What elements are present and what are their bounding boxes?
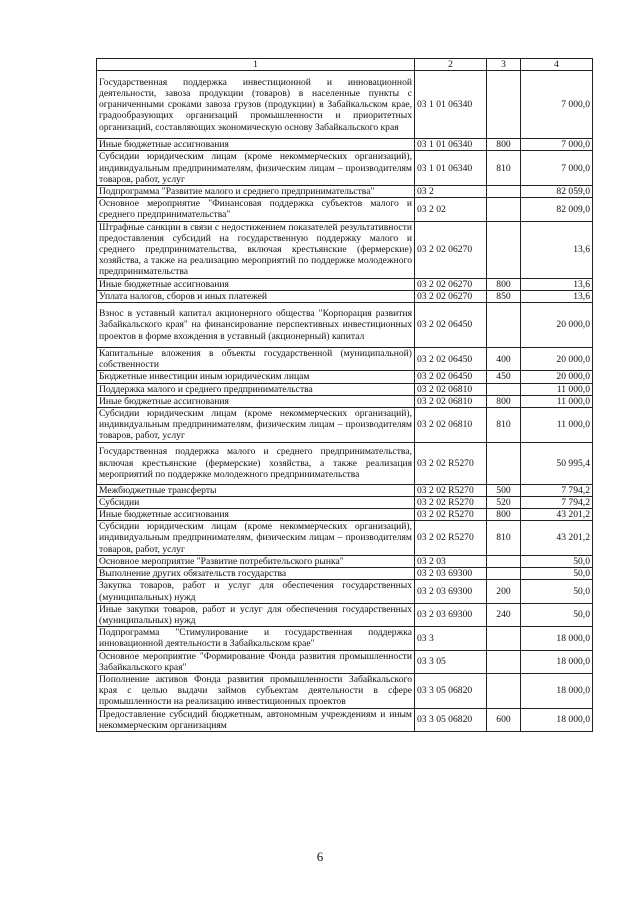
- row-code: 03 2 02 06810: [415, 383, 487, 395]
- table-row: [97, 408, 593, 443]
- row-code: 03 2 02 06450: [415, 348, 487, 371]
- header-col-4: 4: [521, 59, 593, 71]
- row-amount: 50,0: [521, 580, 593, 603]
- row-code: 03 2 02 06810: [415, 408, 487, 443]
- table-row: [97, 509, 593, 521]
- row-amount: 13,6: [521, 290, 593, 302]
- row-expense-type: [487, 383, 521, 395]
- budget-table: [96, 58, 593, 732]
- row-code: 03 2 03 69300: [415, 603, 487, 626]
- row-expense-type: 800: [487, 139, 521, 151]
- table-row: [97, 303, 593, 348]
- row-name: Штрафные санкции в связи с недостижением показателей результативности предоставления субсидий на государственную поддержку малого и среднего предпринимательства, включая крестьянские (фермерские) хозяйства, а также на реализацию мероприятий по поддержке молодежного предпринимательства: [97, 221, 415, 278]
- row-amount: 50,0: [521, 555, 593, 567]
- row-code: 03 2 02 R5270: [415, 442, 487, 484]
- row-expense-type: 810: [487, 151, 521, 186]
- row-name: Уплата налогов, сборов и иных платежей: [97, 290, 415, 302]
- row-name: Основное мероприятие "Формирование Фонда развития промышленности Забайкальского края": [97, 650, 415, 673]
- table-row: [97, 673, 593, 708]
- row-code: 03 3: [415, 627, 487, 650]
- row-expense-type: [487, 555, 521, 567]
- table-row: [97, 395, 593, 407]
- table-row: [97, 186, 593, 198]
- row-name: Подпрограмма "Стимулирование и государственная поддержка инновационной деятельности в Забайкальском крае": [97, 627, 415, 650]
- table-row: [97, 348, 593, 371]
- row-code: 03 3 05 06820: [415, 708, 487, 731]
- row-amount: 7 000,0: [521, 151, 593, 186]
- row-expense-type: [487, 71, 521, 139]
- table-row: [97, 139, 593, 151]
- table-row: [97, 383, 593, 395]
- row-name: Взнос в уставный капитал акционерного общества "Корпорация развития Забайкальского края" на финансирование перспективных инвестиционных проектов в форме вхождения в уставный (акционерный) капитал: [97, 303, 415, 348]
- row-expense-type: [487, 650, 521, 673]
- row-expense-type: [487, 627, 521, 650]
- row-expense-type: 800: [487, 278, 521, 290]
- row-name: Субсидии юридическим лицам (кроме некоммерческих организаций), индивидуальным предпринимателям, физическим лицам – производителям товаров, работ, услуг: [97, 521, 415, 556]
- header-col-1: 1: [97, 59, 415, 71]
- row-code: 03 3 05 06820: [415, 673, 487, 708]
- row-code: 03 2 02 06270: [415, 278, 487, 290]
- row-code: 03 1 01 06340: [415, 71, 487, 139]
- row-amount: 50 995,4: [521, 442, 593, 484]
- row-expense-type: 500: [487, 484, 521, 496]
- row-amount: 43 201,2: [521, 521, 593, 556]
- row-name: Капитальные вложения в объекты государственной (муниципальной) собственности: [97, 348, 415, 371]
- row-expense-type: 800: [487, 395, 521, 407]
- header-col-2: 2: [415, 59, 487, 71]
- row-name: Закупка товаров, работ и услуг для обеспечения государственных (муниципальных) нужд: [97, 580, 415, 603]
- row-name: Поддержка малого и среднего предпринимательства: [97, 383, 415, 395]
- row-code: 03 2 02 06270: [415, 221, 487, 278]
- row-code: 03 2 02 R5270: [415, 496, 487, 508]
- row-name: Иные бюджетные ассигнования: [97, 139, 415, 151]
- row-amount: 50,0: [521, 603, 593, 626]
- table-row: [97, 580, 593, 603]
- row-name: Государственная поддержка инвестиционной и инновационной деятельности, завоза продукции (товаров) в населенные пункты с ограниченными сроками завоза грузов (продукции) в Забайкальском крае, градообразующих организаций промышленности и приоритетных организаций, составляющих экономическую основу Забайкальского края: [97, 71, 415, 139]
- row-name: Подпрограмма "Развитие малого и среднего предпринимательства": [97, 186, 415, 198]
- row-expense-type: [487, 221, 521, 278]
- row-name: Иные бюджетные ассигнования: [97, 395, 415, 407]
- row-expense-type: 810: [487, 521, 521, 556]
- row-amount: 50,0: [521, 568, 593, 580]
- row-amount: 82 009,0: [521, 198, 593, 221]
- row-expense-type: [487, 198, 521, 221]
- row-amount: 7 794,2: [521, 496, 593, 508]
- table-row: [97, 278, 593, 290]
- header-col-3: 3: [487, 59, 521, 71]
- table-row: [97, 496, 593, 508]
- row-amount: 13,6: [521, 278, 593, 290]
- row-code: 03 2 03: [415, 555, 487, 567]
- row-amount: 18 000,0: [521, 650, 593, 673]
- table-row: [97, 708, 593, 731]
- row-code: 03 2 03 69300: [415, 568, 487, 580]
- row-name: Субсидии: [97, 496, 415, 508]
- row-name: Государственная поддержка малого и среднего предпринимательства, включая крестьянские (фермерские) хозяйства, а также реализация мероприятий по поддержке молодежного предпринимательства: [97, 442, 415, 484]
- row-code: 03 1 01 06340: [415, 151, 487, 186]
- row-expense-type: [487, 303, 521, 348]
- row-expense-type: 850: [487, 290, 521, 302]
- row-expense-type: 810: [487, 408, 521, 443]
- table-row: [97, 151, 593, 186]
- row-expense-type: 800: [487, 509, 521, 521]
- table-row: [97, 603, 593, 626]
- table-row: [97, 555, 593, 567]
- row-amount: 20 000,0: [521, 371, 593, 383]
- row-amount: 11 000,0: [521, 408, 593, 443]
- budget-table-body: [97, 59, 593, 732]
- row-amount: 20 000,0: [521, 348, 593, 371]
- row-amount: 18 000,0: [521, 673, 593, 708]
- row-name: Иные бюджетные ассигнования: [97, 509, 415, 521]
- row-code: 03 2: [415, 186, 487, 198]
- row-code: 03 2 02 06810: [415, 395, 487, 407]
- row-amount: 20 000,0: [521, 303, 593, 348]
- row-code: 03 2 03 69300: [415, 580, 487, 603]
- row-amount: 18 000,0: [521, 627, 593, 650]
- row-amount: 82 059,0: [521, 186, 593, 198]
- row-code: 03 1 01 06340: [415, 139, 487, 151]
- row-expense-type: 520: [487, 496, 521, 508]
- row-name: Субсидии юридическим лицам (кроме некоммерческих организаций), индивидуальным предпринимателям, физическим лицам – производителям товаров, работ, услуг: [97, 151, 415, 186]
- row-code: 03 2 02: [415, 198, 487, 221]
- row-amount: 7 000,0: [521, 71, 593, 139]
- row-expense-type: [487, 673, 521, 708]
- row-amount: 18 000,0: [521, 708, 593, 731]
- row-amount: 7 794,2: [521, 484, 593, 496]
- table-row: [97, 371, 593, 383]
- row-name: Межбюджетные трансферты: [97, 484, 415, 496]
- row-expense-type: 200: [487, 580, 521, 603]
- row-expense-type: 600: [487, 708, 521, 731]
- row-name: Субсидии юридическим лицам (кроме некоммерческих организаций), индивидуальным предпринимателям, физическим лицам – производителям товаров, работ, услуг: [97, 408, 415, 443]
- row-name: Пополнение активов Фонда развития промышленности Забайкальского края с целью выдачи займов субъектам деятельности в сфере промышленности на реализацию инвестиционных проектов: [97, 673, 415, 708]
- row-name: Иные закупки товаров, работ и услуг для обеспечения государственных (муниципальных) нужд: [97, 603, 415, 626]
- row-amount: 11 000,0: [521, 383, 593, 395]
- row-expense-type: 400: [487, 348, 521, 371]
- table-row: [97, 650, 593, 673]
- table-row: [97, 521, 593, 556]
- row-expense-type: [487, 442, 521, 484]
- row-code: 03 2 02 R5270: [415, 521, 487, 556]
- table-row: [97, 290, 593, 302]
- row-code: 03 2 02 06450: [415, 303, 487, 348]
- row-amount: 13,6: [521, 221, 593, 278]
- row-expense-type: [487, 186, 521, 198]
- row-code: 03 2 02 06450: [415, 371, 487, 383]
- table-row: [97, 221, 593, 278]
- row-code: 03 3 05: [415, 650, 487, 673]
- table-row: [97, 568, 593, 580]
- row-amount: 11 000,0: [521, 395, 593, 407]
- table-row: [97, 198, 593, 221]
- table-row: [97, 442, 593, 484]
- row-amount: 43 201,2: [521, 509, 593, 521]
- row-name: Иные бюджетные ассигнования: [97, 278, 415, 290]
- row-amount: 7 000,0: [521, 139, 593, 151]
- row-code: 03 2 02 R5270: [415, 484, 487, 496]
- row-code: 03 2 02 R5270: [415, 509, 487, 521]
- row-name: Выполнение других обязательств государства: [97, 568, 415, 580]
- table-row: [97, 71, 593, 139]
- row-name: Основное мероприятие "Развитие потребительского рынка": [97, 555, 415, 567]
- table-row: [97, 484, 593, 496]
- table-row: [97, 627, 593, 650]
- row-expense-type: [487, 568, 521, 580]
- row-name: Предоставление субсидий бюджетным, автономным учреждениям и иным некоммерческим организациям: [97, 708, 415, 731]
- row-expense-type: 450: [487, 371, 521, 383]
- row-code: 03 2 02 06270: [415, 290, 487, 302]
- table-header-row: [97, 59, 593, 71]
- row-expense-type: 240: [487, 603, 521, 626]
- row-name: Бюджетные инвестиции иным юридическим лицам: [97, 371, 415, 383]
- row-name: Основное мероприятие "Финансовая поддержка субъектов малого и среднего предпринимательства": [97, 198, 415, 221]
- page-number: 6: [316, 849, 324, 864]
